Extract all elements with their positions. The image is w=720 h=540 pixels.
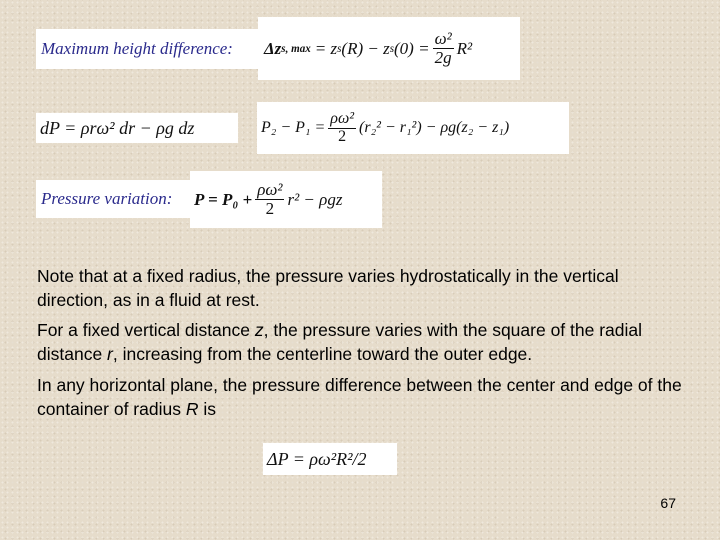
paragraph-2-b: , the pressure varies with the square of the radial distance [37,320,643,364]
pressure-label-box [36,180,191,218]
paragraph-2-z: z [254,320,264,340]
p21-lhs: P₂ − P₁ = [261,119,326,136]
delta-p-equation [263,443,397,475]
paragraph-3-a: In any horizontal plane, the pressure difference between the center and edge of the container of radius [37,375,682,419]
paragraph-hydrostatic [37,264,687,312]
max-height-equation [258,17,520,80]
p21-tail: (r₂² − r₁²) − ρg(z₂ − z₁) [359,119,510,136]
max-height-lhs: Δz [264,38,282,58]
paragraph-1-text: Note that at a fixed radius, the pressure varies hydrostatically in the vertical direction, as in a fluid at rest. [37,266,619,310]
max-height-zero: (0) = [394,38,430,58]
max-height-num: ω² [434,29,452,49]
p21-equation [257,102,569,154]
paragraph-3-b: is [198,399,216,419]
p21-num: ρω² [330,109,355,127]
max-height-sub2: s [389,42,395,55]
p21-fraction [328,111,356,146]
max-height-label: Maximum height difference: [41,39,233,58]
dp-equation-text: dP = ρrω² dr − ρg dz [40,117,195,138]
max-height-label-box [36,29,261,69]
paragraph-2-a: For a fixed vertical distance [37,320,255,340]
p21-den: 2 [338,127,347,145]
paragraph-3-R: R [185,399,199,419]
max-height-sub: s, max [281,42,311,55]
page-number: 67 [660,495,676,511]
pressure-lhs: P = P₀ + [194,189,253,209]
pressure-label: Pressure variation: [41,189,173,208]
paragraph-2-r: r [107,344,113,364]
paragraph-horizontal [37,373,687,421]
max-height-sub1: s [337,42,342,55]
pressure-equation [190,171,382,228]
delta-p-text: ΔP = ρω²R²/2 [267,448,367,469]
pressure-tail: r² − ρgz [287,189,343,209]
max-height-R: (R) − z [341,38,390,58]
paragraph-radial [37,318,687,366]
max-height-mid: = z [314,38,338,58]
pressure-num: ρω² [257,180,283,200]
pressure-den: 2 [265,199,275,218]
pressure-fraction [255,181,284,218]
dp-equation [36,113,238,143]
max-height-den: 2g [434,48,452,67]
paragraph-2-c: , increasing from the centerline toward the outer edge. [112,344,533,364]
max-height-tail: R² [456,38,473,58]
max-height-fraction [433,30,454,67]
